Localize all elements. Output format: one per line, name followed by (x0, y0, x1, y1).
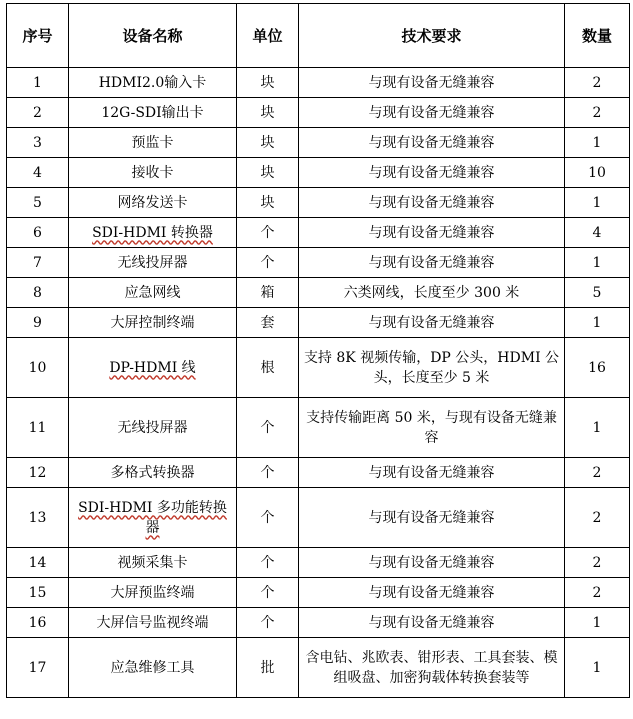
cell-name (69, 68, 237, 98)
cell-quantity (565, 398, 630, 458)
cell-requirement (299, 338, 565, 398)
cell-unit-text: 个 (260, 614, 275, 631)
cell-name (69, 308, 237, 338)
cell-name-text: 无线投屏器 (117, 254, 188, 271)
cell-requirement (299, 488, 565, 548)
cell-unit-text: 批 (260, 659, 275, 676)
cell-unit (237, 308, 299, 338)
cell-unit-text: 个 (260, 584, 275, 601)
cell-name (69, 188, 237, 218)
table-row (7, 68, 630, 98)
header-unit: 单位 (237, 4, 299, 68)
cell-requirement (299, 578, 565, 608)
cell-quantity-text: 10 (588, 164, 606, 181)
table-row (7, 398, 630, 458)
cell-no (7, 98, 69, 128)
cell-requirement-text: 支持 8K 视频传输，DP 公头，HDMI 公头，长度至少 5 米 (303, 349, 560, 386)
table-row (7, 308, 630, 338)
cell-requirement (299, 278, 565, 308)
cell-no (7, 578, 69, 608)
cell-requirement-text: 与现有设备无缝兼容 (368, 614, 495, 631)
cell-no (7, 158, 69, 188)
cell-quantity-text: 1 (592, 659, 602, 676)
cell-unit-text: 块 (260, 74, 275, 91)
header-quantity: 数量 (565, 4, 630, 68)
cell-unit (237, 638, 299, 698)
table-row (7, 98, 630, 128)
cell-unit (237, 458, 299, 488)
table-row (7, 608, 630, 638)
table-row (7, 158, 630, 188)
cell-unit-text: 个 (260, 464, 275, 481)
header-no: 序号 (7, 4, 69, 68)
cell-unit-text: 根 (260, 359, 275, 376)
cell-requirement-text: 与现有设备无缝兼容 (368, 314, 495, 331)
cell-name-text: 接收卡 (131, 164, 174, 181)
cell-name (69, 248, 237, 278)
cell-requirement (299, 98, 565, 128)
cell-requirement (299, 308, 565, 338)
cell-quantity (565, 308, 630, 338)
cell-no-text: 1 (33, 74, 42, 91)
cell-quantity-text: 1 (592, 194, 602, 211)
cell-quantity-text: 2 (592, 74, 602, 91)
cell-no (7, 488, 69, 548)
cell-no-text: 5 (33, 194, 42, 211)
cell-name-text: 预监卡 (131, 134, 174, 151)
table-row (7, 338, 630, 398)
cell-no (7, 608, 69, 638)
table-row (7, 248, 630, 278)
cell-no-text: 4 (33, 164, 42, 181)
cell-quantity-text: 1 (592, 419, 602, 436)
cell-unit-text: 个 (260, 254, 275, 271)
cell-unit (237, 398, 299, 458)
cell-quantity (565, 488, 630, 548)
cell-unit-text: 块 (260, 164, 275, 181)
cell-name (69, 278, 237, 308)
cell-requirement (299, 188, 565, 218)
cell-requirement-text: 含电钻、兆欧表、钳形表、工具套装、模组吸盘、加密狗载体转换套装等 (305, 649, 558, 686)
cell-quantity-text: 16 (588, 359, 606, 376)
header-row (7, 4, 630, 68)
header-requirement: 技术要求 (299, 4, 565, 68)
table-row (7, 488, 630, 548)
cell-requirement-text: 与现有设备无缝兼容 (368, 134, 495, 151)
cell-unit (237, 248, 299, 278)
cell-requirement (299, 248, 565, 278)
table-row (7, 128, 630, 158)
cell-quantity-text: 1 (592, 314, 602, 331)
cell-unit-text: 个 (260, 419, 275, 436)
cell-unit-text: 箱 (260, 284, 275, 301)
cell-quantity (565, 578, 630, 608)
cell-requirement (299, 218, 565, 248)
cell-name (69, 548, 237, 578)
cell-quantity-text: 1 (592, 614, 602, 631)
table-row (7, 548, 630, 578)
cell-name-text: 大屏预监终端 (110, 584, 195, 601)
cell-unit (237, 578, 299, 608)
cell-no (7, 278, 69, 308)
cell-unit-text: 套 (260, 314, 275, 331)
cell-name-text: 12G-SDI输出卡 (101, 104, 204, 121)
cell-requirement-text: 与现有设备无缝兼容 (368, 74, 495, 91)
cell-no (7, 308, 69, 338)
cell-unit (237, 218, 299, 248)
header-name: 设备名称 (69, 4, 237, 68)
cell-name-text: DP-HDMI 线 (109, 359, 196, 376)
cell-requirement-text: 与现有设备无缝兼容 (368, 164, 495, 181)
cell-quantity-text: 5 (592, 284, 602, 301)
cell-name (69, 398, 237, 458)
cell-no (7, 398, 69, 458)
cell-quantity (565, 188, 630, 218)
cell-name-text: 无线投屏器 (117, 419, 188, 436)
cell-unit-text: 块 (260, 194, 275, 211)
cell-quantity (565, 98, 630, 128)
table-row (7, 578, 630, 608)
cell-unit-text: 个 (260, 224, 275, 241)
cell-no-text: 6 (33, 224, 42, 241)
cell-unit (237, 158, 299, 188)
cell-requirement-text: 与现有设备无缝兼容 (368, 584, 495, 601)
table-row (7, 638, 630, 698)
equipment-table (6, 3, 630, 698)
cell-quantity (565, 218, 630, 248)
cell-quantity (565, 338, 630, 398)
cell-quantity-text: 2 (592, 104, 602, 121)
cell-no-text: 7 (33, 254, 42, 271)
cell-no (7, 458, 69, 488)
cell-name (69, 218, 237, 248)
cell-quantity (565, 128, 630, 158)
cell-quantity-text: 2 (592, 464, 602, 481)
cell-name-text: 网络发送卡 (117, 194, 188, 211)
cell-quantity (565, 458, 630, 488)
cell-no-text: 13 (28, 509, 47, 526)
cell-no (7, 68, 69, 98)
cell-quantity (565, 248, 630, 278)
cell-quantity (565, 68, 630, 98)
cell-requirement-text: 与现有设备无缝兼容 (368, 509, 495, 526)
cell-name-text: 大屏控制终端 (110, 314, 195, 331)
cell-no-text: 8 (33, 284, 42, 301)
cell-name (69, 608, 237, 638)
cell-name (69, 158, 237, 188)
cell-no (7, 638, 69, 698)
cell-requirement (299, 158, 565, 188)
cell-requirement-text: 与现有设备无缝兼容 (368, 104, 495, 121)
cell-no-text: 9 (33, 314, 42, 331)
cell-no (7, 128, 69, 158)
cell-name (69, 128, 237, 158)
cell-name-text: 应急网线 (124, 284, 181, 301)
cell-name (69, 488, 237, 548)
cell-quantity (565, 608, 630, 638)
cell-name (69, 98, 237, 128)
cell-no-text: 11 (28, 419, 47, 436)
cell-unit-text: 个 (260, 509, 275, 526)
cell-no (7, 218, 69, 248)
cell-name (69, 578, 237, 608)
cell-requirement-text: 与现有设备无缝兼容 (368, 554, 495, 571)
cell-quantity-text: 2 (592, 554, 602, 571)
cell-unit (237, 98, 299, 128)
cell-quantity (565, 158, 630, 188)
table-row (7, 188, 630, 218)
cell-name-text: HDMI2.0输入卡 (98, 74, 207, 91)
cell-quantity (565, 638, 630, 698)
cell-requirement (299, 398, 565, 458)
cell-requirement-text: 与现有设备无缝兼容 (368, 464, 495, 481)
cell-unit (237, 188, 299, 218)
cell-quantity-text: 4 (592, 224, 602, 241)
cell-no-text: 14 (28, 554, 47, 571)
cell-unit (237, 68, 299, 98)
cell-quantity-text: 1 (592, 134, 602, 151)
cell-no (7, 248, 69, 278)
cell-unit-text: 块 (260, 104, 275, 121)
cell-requirement (299, 638, 565, 698)
cell-requirement-text: 与现有设备无缝兼容 (368, 254, 495, 271)
cell-name (69, 458, 237, 488)
cell-name-text: 大屏信号监视终端 (96, 614, 209, 631)
cell-unit (237, 608, 299, 638)
cell-requirement-text: 与现有设备无缝兼容 (368, 194, 495, 211)
cell-unit (237, 548, 299, 578)
cell-no-text: 3 (33, 134, 42, 151)
cell-no-text: 17 (28, 659, 47, 676)
cell-requirement (299, 458, 565, 488)
cell-requirement-text: 与现有设备无缝兼容 (368, 224, 495, 241)
cell-quantity-text: 2 (592, 509, 602, 526)
cell-requirement (299, 548, 565, 578)
cell-name-text: 多格式转换器 (110, 464, 195, 481)
cell-unit-text: 块 (260, 134, 275, 151)
cell-no-text: 2 (33, 104, 42, 121)
table-row (7, 458, 630, 488)
cell-name (69, 338, 237, 398)
cell-no-text: 15 (28, 584, 47, 601)
table-row (7, 278, 630, 308)
cell-quantity (565, 548, 630, 578)
cell-unit (237, 278, 299, 308)
cell-requirement-text: 支持传输距离 50 米，与现有设备无缝兼容 (306, 409, 557, 446)
cell-no (7, 338, 69, 398)
cell-requirement (299, 128, 565, 158)
cell-unit-text: 个 (260, 554, 275, 571)
cell-unit (237, 128, 299, 158)
cell-no-text: 12 (28, 464, 47, 481)
cell-no (7, 548, 69, 578)
cell-requirement (299, 68, 565, 98)
cell-quantity-text: 1 (592, 254, 602, 271)
table-row (7, 218, 630, 248)
cell-name-text: 应急维修工具 (110, 659, 195, 676)
cell-requirement (299, 608, 565, 638)
cell-quantity (565, 278, 630, 308)
cell-unit (237, 338, 299, 398)
cell-requirement-text: 六类网线，长度至少 300 米 (343, 284, 520, 301)
cell-name (69, 638, 237, 698)
cell-name-text: 视频采集卡 (117, 554, 188, 571)
cell-no-text: 16 (28, 614, 47, 631)
cell-no (7, 188, 69, 218)
cell-no-text: 10 (28, 359, 47, 376)
cell-unit (237, 488, 299, 548)
cell-name-text: SDI-HDMI 多功能转换器 (78, 499, 227, 536)
table-body (7, 68, 630, 698)
cell-name-text: SDI-HDMI 转换器 (92, 224, 213, 241)
cell-quantity-text: 2 (592, 584, 602, 601)
